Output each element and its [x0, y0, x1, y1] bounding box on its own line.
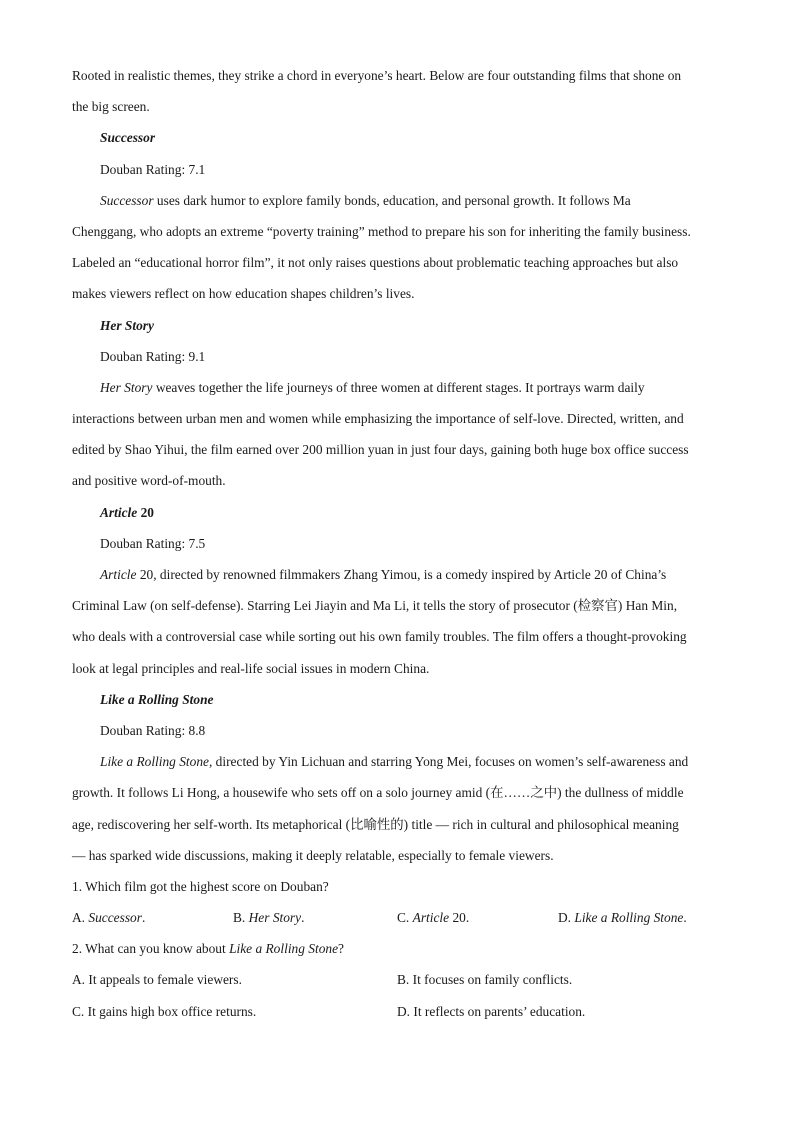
- film-title-inline: Successor: [100, 192, 154, 208]
- option-b[interactable]: B. Her Story.: [233, 910, 305, 926]
- question-1: [72, 871, 722, 933]
- document-page: [72, 60, 722, 1027]
- film-description-line: Successor uses dark humor to explore family bonds, education, and personal growth. It follows Ma: [100, 192, 631, 208]
- option-d[interactable]: D. It reflects on parents’ education.: [397, 1003, 586, 1019]
- film-title-inline: Her Story: [100, 379, 153, 395]
- question-options: [72, 996, 722, 1027]
- intro-line-1: Rooted in realistic themes, they strike a chord in everyone’s heart. Below are four outstanding films that shone on: [72, 68, 682, 83]
- film-description-line: who deals with a controversial case while sorting out his own family troubles. The film offers a thought-provoking: [72, 629, 687, 645]
- question-options: [72, 902, 722, 933]
- question-2: [72, 933, 722, 1027]
- film-her-story: [72, 310, 722, 497]
- film-description-line: Chenggang, who adopts an extreme “poverty training” method to prepare his son for inheriting the family business.: [72, 223, 691, 239]
- option-d[interactable]: D. Like a Rolling Stone.: [558, 910, 687, 926]
- film-title: Successor: [100, 130, 156, 146]
- film-rating: Douban Rating: 9.1: [100, 348, 206, 364]
- film-description-line: growth. It follows Li Hong, a housewife who sets off on a solo journey amid (在……之中) the dullness of middle: [72, 785, 684, 801]
- film-description-line: and positive word-of-mouth.: [72, 473, 226, 489]
- film-successor: [72, 122, 722, 309]
- film-description-line: Criminal Law (on self-defense). Starring Lei Jiayin and Ma Li, it tells the story of prosecutor (检察官) Han Min,: [72, 598, 678, 614]
- film-description-line: age, rediscovering her self-worth. Its metaphorical (比喻性的) title — rich in cultural and philosophical meaning: [72, 816, 679, 832]
- film-article-20: [72, 497, 722, 684]
- option-a[interactable]: A. Successor.: [72, 910, 146, 926]
- question-stem: 2. What can you know about Like a Rolling Stone?: [72, 941, 344, 957]
- film-description-line: Her Story weaves together the life journeys of three women at different stages. It portrays warm daily: [100, 379, 645, 395]
- question-options: [72, 964, 722, 995]
- film-description-line: makes viewers reflect on how education shapes children’s lives.: [72, 286, 415, 302]
- film-description-line: — has sparked wide discussions, making it deeply relatable, especially to female viewers.: [72, 847, 554, 863]
- option-c[interactable]: C. It gains high box office returns.: [72, 1003, 257, 1019]
- film-rating: Douban Rating: 8.8: [100, 722, 206, 738]
- film-description-line: look at legal principles and real-life social issues in modern China.: [72, 660, 430, 676]
- option-c[interactable]: C. Article 20.: [397, 910, 470, 926]
- option-b[interactable]: B. It focuses on family conflicts.: [397, 972, 573, 988]
- film-rating: Douban Rating: 7.5: [100, 535, 206, 551]
- film-title: Article 20: [100, 504, 154, 520]
- film-title-inline: Article: [100, 567, 137, 582]
- film-rating: Douban Rating: 7.1: [100, 161, 206, 177]
- film-description-line: Article 20, directed by renowned filmmakers Zhang Yimou, is a comedy inspired by Article 20 of China’s: [100, 567, 667, 582]
- film-title: Her Story: [100, 317, 154, 333]
- film-description-line: Labeled an “educational horror film”, it not only raises questions about problematic teaching approaches but also: [72, 255, 679, 271]
- intro-line-2: the big screen.: [72, 99, 150, 115]
- film-title-inline: Like a Rolling Stone: [100, 754, 209, 770]
- film-title: Like a Rolling Stone: [100, 691, 214, 707]
- film-description-line: Like a Rolling Stone, directed by Yin Lichuan and starring Yong Mei, focuses on women’s self-awareness and: [100, 754, 689, 770]
- film-description-line: edited by Shao Yihui, the film earned over 200 million yuan in just four days, gaining both huge box office success: [72, 442, 689, 458]
- option-a[interactable]: A. It appeals to female viewers.: [72, 972, 242, 988]
- film-like-a-rolling-stone: [72, 684, 722, 871]
- film-description-line: interactions between urban men and women while emphasizing the importance of self-love. Directed, written, and: [72, 411, 684, 427]
- question-stem: 1. Which film got the highest score on Douban?: [72, 878, 329, 894]
